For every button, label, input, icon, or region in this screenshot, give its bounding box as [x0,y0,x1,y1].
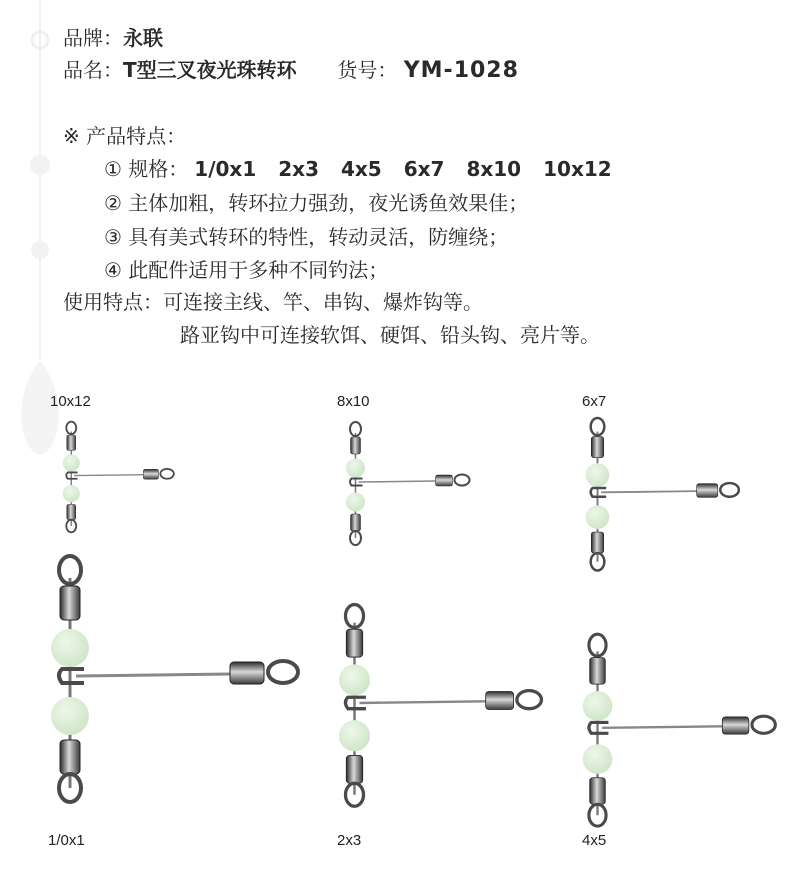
usage-line-2: 路亚钩中可连接软饵、硬饵、铅头钩、亮片等。 [180,323,600,347]
swivel-image-4x5 [578,628,781,831]
usage-line-1: 使用特点：可连接主线、竿、串钩、爆炸钩等。 [63,290,483,314]
figure-label: 8x10 [337,393,370,410]
brand-value: 永联 [123,26,163,50]
sku-value: YM-1028 [403,58,519,83]
swivel-image-1-0x1 [45,548,305,808]
figure-label: 4x5 [582,832,607,849]
brand-label: 品牌： [63,26,123,50]
spec-line [104,157,634,181]
figure-label: 2x3 [337,832,362,849]
swivel-image-8x10 [343,418,473,548]
brand-line [63,26,163,50]
figure-label: 10x12 [50,393,91,410]
feature-item: ② 主体加粗，转环拉力强劲，夜光诱鱼效果佳； [104,191,529,215]
figure-label: 6x7 [582,393,607,410]
feature-item: ③ 具有美式转环的特性，转动灵活，防缠绕； [104,225,509,249]
swivel-image-6x7 [582,413,743,574]
figure-label: 1/0x1 [48,832,85,849]
feature-item: ④ 此配件适用于多种不同钓法； [104,258,389,282]
size-value: 1/0x1 [194,157,257,181]
features-heading: ※ 产品特点： [63,124,187,148]
sku-label: 货号： [337,58,398,82]
size-value: 4x5 [340,157,382,181]
swivel-image-2x3 [334,598,547,811]
swivel-image-10x12 [60,418,177,535]
size-value: 10x12 [543,157,612,181]
background-decoration [0,0,60,460]
size-value: 2x3 [278,157,319,181]
product-name: T型三叉夜光珠转环 [123,58,297,82]
product-label: 品名： [63,58,123,82]
size-value: 6x7 [403,157,445,181]
product-line [63,58,519,83]
spec-label: ① 规格： [104,157,189,181]
size-value: 8x10 [466,157,522,181]
